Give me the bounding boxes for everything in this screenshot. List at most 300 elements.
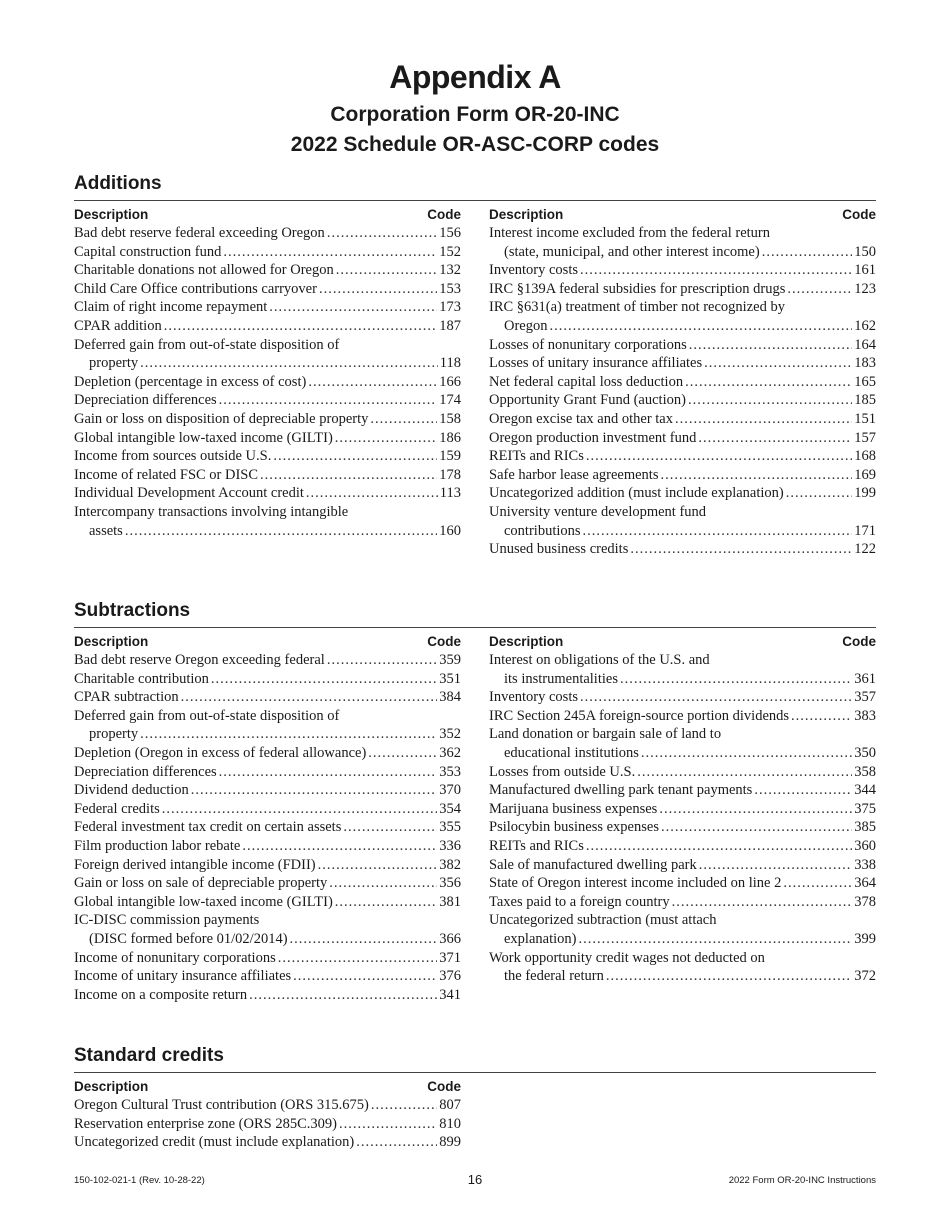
row-code: 375 [854,800,876,817]
dot-leader [754,781,852,800]
row-code: 810 [439,1115,461,1132]
row-description: Psilocybin business expenses [489,819,659,836]
row-line [74,503,461,522]
row-code: 166 [439,373,461,390]
row-description: Land donation or bargain sale of land to [489,726,722,743]
row-description: Uncategorized credit (must include explanation) [74,1134,355,1151]
code-row [74,410,461,429]
row-description: assets [89,522,123,539]
dot-leader [191,781,437,800]
row-description: Unused business credits [489,541,629,558]
dot-leader [704,354,852,373]
row-code: 171 [854,522,876,539]
dot-leader [306,484,438,503]
dot-leader [368,744,437,763]
code-row [74,800,461,819]
row-description: University venture development fund [489,503,707,520]
code-row [489,503,876,540]
additions-left-column [74,205,461,540]
row-description: explanation) [504,930,577,947]
row-description: Bad debt reserve federal exceeding Oregon [74,225,325,241]
dot-leader [336,261,438,280]
row-description: Uncategorized addition (must include explanation) [489,485,784,502]
row-line [489,410,876,429]
row-code: 352 [439,726,461,743]
row-line [74,410,461,429]
code-row [489,893,876,912]
row-description: the federal return [504,968,604,985]
standard-credits-heading: Standard credits [74,1044,876,1073]
row-code: 344 [854,782,876,799]
row-description: Losses of unitary insurance affiliates [489,355,703,372]
row-line [489,800,876,819]
code-row [489,261,876,280]
row-line [74,911,461,930]
code-row [489,429,876,448]
dot-leader [327,651,437,670]
code-row [74,447,461,466]
dot-leader [580,261,852,280]
row-line [74,725,461,744]
subtractions-left-column [74,632,461,1004]
dot-leader [630,540,852,559]
row-description: IRC Section 245A foreign-source portion dividends [489,707,790,724]
row-description: Gain or loss on sale of depreciable property [74,875,328,892]
row-line [489,261,876,280]
dot-leader [586,447,852,466]
row-code: 160 [439,522,461,539]
row-description: Taxes paid to a foreign country [489,893,670,910]
row-line [74,651,461,670]
dot-leader [318,856,438,875]
row-description: Federal credits [74,800,160,817]
dot-leader [308,373,437,392]
row-code: 376 [439,968,461,985]
row-line [74,224,461,243]
row-code: 132 [439,262,461,279]
row-description: Bad debt reserve Oregon exceeding federal [74,652,325,668]
row-code: 362 [439,744,461,761]
row-description: Losses from outside U.S. [489,763,636,780]
row-description: property [89,726,139,743]
row-line [489,967,876,986]
row-line [74,837,461,856]
dot-leader [293,967,437,986]
row-line [489,317,876,336]
code-row [74,1096,461,1115]
row-description: Income on a composite return [74,986,248,1003]
row-code: 169 [854,466,876,483]
dot-leader [675,410,852,429]
row-line [489,725,876,744]
row-line [489,893,876,912]
row-line [489,763,876,782]
subtractions-right-column [489,632,876,986]
row-description: Interest income excluded from the federal return [489,225,771,241]
dot-leader [211,670,437,689]
dot-leader [371,1096,437,1115]
row-code: 152 [439,243,461,260]
row-code: 118 [439,355,461,372]
row-line [74,949,461,968]
row-code: 173 [439,299,461,316]
code-row [74,224,461,243]
row-code: 165 [854,373,876,390]
row-line [489,781,876,800]
row-code: 370 [439,782,461,799]
dot-leader [660,466,852,485]
code-row [74,261,461,280]
row-description: Global intangible low-taxed income (GILTI) [74,429,333,446]
row-description: Oregon [504,317,548,334]
row-line [74,484,461,503]
description-header: Description [489,634,564,649]
row-line [74,688,461,707]
row-description: REITs and RICs [489,837,584,854]
row-description: Depreciation differences [74,392,217,409]
row-description: Inventory costs [489,689,578,706]
row-code: 156 [439,225,461,241]
row-description: Work opportunity credit wages not deducted on [489,949,765,966]
row-code: 113 [439,485,461,502]
code-row [489,373,876,392]
code-header: Code [842,207,876,222]
dot-leader [550,317,853,336]
code-row [74,781,461,800]
dot-leader [242,837,437,856]
code-row [74,837,461,856]
code-row [489,800,876,819]
row-code: 336 [439,837,461,854]
code-row [74,688,461,707]
code-row [489,949,876,986]
row-description: Opportunity Grant Fund (auction) [489,392,686,409]
row-line [74,429,461,448]
dot-leader [181,688,438,707]
code-row [74,818,461,837]
row-description: Charitable donations not allowed for Oregon [74,262,334,279]
dot-leader [219,763,438,782]
row-code: 354 [439,800,461,817]
row-description: Foreign derived intangible income (FDII) [74,856,316,873]
code-row [74,651,461,670]
code-header: Code [842,634,876,649]
dot-leader [162,800,437,819]
row-code: 183 [854,355,876,372]
row-line [74,391,461,410]
code-row [489,540,876,559]
dot-leader [125,522,437,541]
row-line [74,763,461,782]
row-line [489,522,876,541]
row-line [489,298,876,317]
row-code: 371 [439,949,461,966]
row-description: Marijuana business expenses [489,800,658,817]
code-row [489,651,876,688]
row-description: Losses of nonunitary corporations [489,336,687,353]
row-code: 164 [854,336,876,353]
dot-leader [269,298,437,317]
row-description: Federal investment tax credit on certain assets [74,819,342,836]
standard-credits-section [74,1044,876,1151]
row-line [74,986,461,1005]
row-code: 168 [854,448,876,465]
row-line [74,298,461,317]
row-code: 187 [439,317,461,334]
row-line [489,874,876,893]
row-code: 186 [439,429,461,446]
dot-leader [370,410,437,429]
code-row [74,911,461,948]
row-line [489,280,876,299]
dot-leader [140,354,438,373]
row-line [74,466,461,485]
dot-leader [223,243,437,262]
row-description: Uncategorized subtraction (must attach [489,912,717,929]
row-description: educational institutions [504,744,639,761]
row-line [489,688,876,707]
row-line [489,447,876,466]
dot-leader [787,280,852,299]
dot-leader [339,1115,437,1134]
code-row [74,763,461,782]
code-row [74,874,461,893]
row-description: Individual Development Account credit [74,485,304,502]
row-description: (DISC formed before 01/02/2014) [89,930,288,947]
code-row [74,856,461,875]
code-row [74,670,461,689]
row-line [74,818,461,837]
code-row [489,856,876,875]
row-line [74,373,461,392]
row-line [74,522,461,541]
code-row [489,763,876,782]
code-row [74,1133,461,1152]
row-line [74,243,461,262]
row-description: Film production labor rebate [74,837,241,854]
row-code: 366 [439,930,461,947]
dot-leader [329,874,437,893]
row-line [489,373,876,392]
row-line [489,818,876,837]
dot-leader [688,391,852,410]
dot-leader [335,429,437,448]
additions-right-column [489,205,876,559]
row-description: IRC §139A federal subsidies for prescription drugs [489,280,786,297]
dot-leader [659,800,852,819]
row-line [74,744,461,763]
row-code: 381 [439,893,461,910]
code-header: Code [427,207,461,222]
row-code: 178 [439,466,461,483]
row-description: Depletion (percentage in excess of cost) [74,373,307,390]
row-description: Depreciation differences [74,763,217,780]
dot-leader [783,874,852,893]
code-row [74,391,461,410]
description-header: Description [74,634,149,649]
row-line [489,503,876,522]
dot-leader [140,725,437,744]
row-line [489,354,876,373]
row-description: State of Oregon interest income included on line 2 [489,875,782,892]
subtractions-section [74,599,876,1003]
row-line [74,800,461,819]
code-row [74,503,461,540]
row-line [489,429,876,448]
row-line [489,336,876,355]
row-line [489,744,876,763]
code-row [489,725,876,762]
row-line [74,317,461,336]
row-code: 378 [854,893,876,910]
code-row [74,373,461,392]
row-description: IRC §631(a) treatment of timber not recognized by [489,299,785,316]
row-description: REITs and RICs [489,448,584,465]
dot-leader [620,670,852,689]
row-description: Depletion (Oregon in excess of federal allowance) [74,744,367,761]
dot-leader [689,336,853,355]
row-line [489,466,876,485]
code-row [74,986,461,1005]
dot-leader [335,893,437,912]
row-code: 385 [854,819,876,836]
row-code: 338 [854,856,876,873]
code-row [74,707,461,744]
dot-leader [698,429,852,448]
dot-leader [672,893,853,912]
row-line [74,856,461,875]
dot-leader [583,522,853,541]
row-code: 372 [854,968,876,985]
code-row [74,967,461,986]
dot-leader [580,688,852,707]
dot-leader [586,837,852,856]
code-row [489,298,876,335]
row-code: 807 [439,1097,461,1113]
dot-leader [260,466,437,485]
row-description: Oregon Cultural Trust contribution (ORS 315.675) [74,1097,369,1113]
row-code: 153 [439,280,461,297]
row-line [489,484,876,503]
dot-leader [606,967,852,986]
row-code: 161 [854,262,876,279]
row-description: Sale of manufactured dwelling park [489,856,697,873]
table-header [74,1077,461,1096]
code-row [489,781,876,800]
row-description: Interest on obligations of the U.S. and [489,652,710,668]
row-line [489,651,876,670]
row-description: Deferred gain from out-of-state disposition of [74,707,340,724]
row-line [74,874,461,893]
row-description: Oregon excise tax and other tax [489,410,673,427]
dot-leader [685,373,852,392]
row-code: 350 [854,744,876,761]
code-header: Code [427,1079,461,1094]
row-line [74,670,461,689]
row-code: 351 [439,670,461,687]
row-description: property [89,355,139,372]
row-line [74,447,461,466]
table-header [489,632,876,651]
description-header: Description [489,207,564,222]
code-row [74,949,461,968]
code-row [489,391,876,410]
code-row [74,1115,461,1134]
row-description: Reservation enterprise zone (ORS 285C.309) [74,1115,337,1132]
dot-leader [762,243,853,262]
row-description: Income of related FSC or DISC [74,466,259,483]
row-description: Dividend deduction [74,782,189,799]
row-line [74,280,461,299]
row-line [489,391,876,410]
dot-leader [319,280,437,299]
row-line [489,243,876,262]
dot-leader [219,391,438,410]
code-row [74,298,461,317]
row-description: Manufactured dwelling park tenant payments [489,782,753,799]
row-code: 356 [439,875,461,892]
dot-leader [278,949,438,968]
row-line [489,930,876,949]
subtractions-heading: Subtractions [74,599,876,628]
row-line [489,856,876,875]
row-code: 159 [439,448,461,465]
code-row [489,224,876,261]
code-row [489,837,876,856]
page-title: Appendix A [389,59,561,95]
row-line [489,224,876,243]
row-code: 360 [854,837,876,854]
row-line [74,1133,461,1152]
dot-leader [578,930,852,949]
page-subtitle-schedule: 2022 Schedule OR-ASC-CORP codes [290,133,660,156]
row-code: 358 [854,763,876,780]
row-code: 199 [854,485,876,502]
code-row [489,688,876,707]
row-description: Charitable contribution [74,670,209,687]
code-row [74,280,461,299]
dot-leader [661,818,852,837]
code-header: Code [427,634,461,649]
row-description: contributions [504,522,581,539]
page-number: 16 [467,1172,483,1187]
row-line [489,949,876,968]
row-description: Net federal capital loss deduction [489,373,684,390]
code-row [489,280,876,299]
page-subtitle-form: Corporation Form OR-20-INC [330,103,620,126]
row-code: 158 [439,410,461,427]
row-line [489,707,876,726]
row-line [74,930,461,949]
form-number: 150-102-021-1 (Rev. 10-28-22) [74,1175,205,1186]
dot-leader [791,707,852,726]
row-description: Oregon production investment fund [489,429,697,446]
table-header [489,205,876,224]
row-description: (state, municipal, and other interest income) [504,243,760,260]
dot-leader [164,317,438,336]
standard-credits-left-column [74,1077,461,1152]
code-row [74,744,461,763]
row-code: 341 [439,986,461,1003]
row-line [74,354,461,373]
code-row [489,336,876,355]
code-row [489,466,876,485]
description-header: Description [74,1079,149,1094]
row-code: 355 [439,819,461,836]
row-code: 361 [854,670,876,687]
dot-leader [699,856,852,875]
row-description: Income from sources outside U.S. [74,448,272,465]
